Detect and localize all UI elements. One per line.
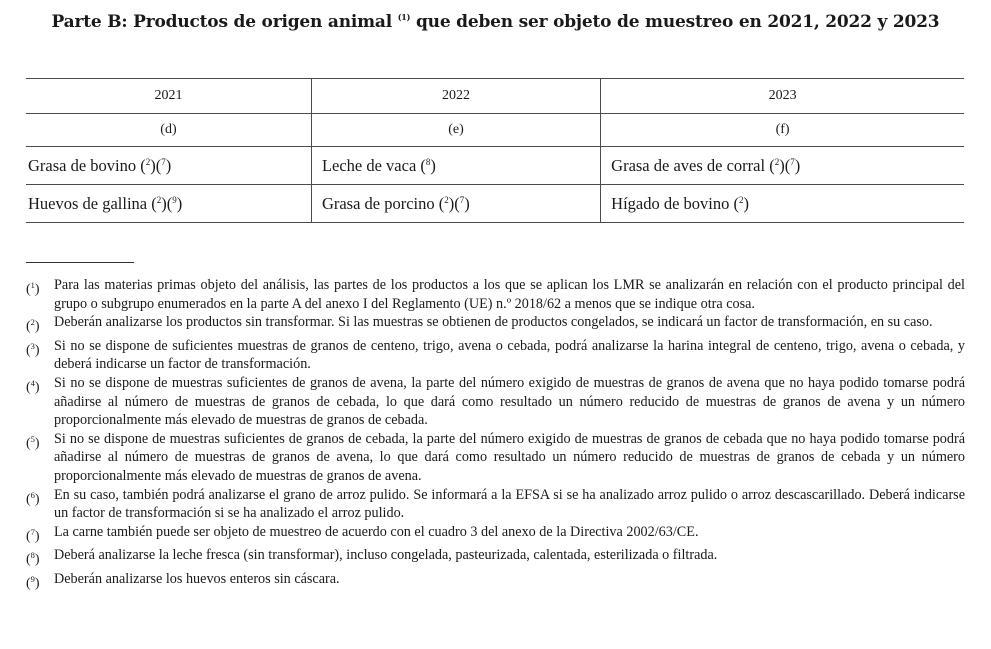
letter-cell-f: (f): [601, 114, 964, 147]
footnote-number: ($^1$): [26, 280, 40, 297]
title-footnote-ref: (1): [397, 12, 411, 22]
year-cell-2022: 2022: [311, 79, 600, 114]
footnote-number-value: 5: [30, 433, 35, 444]
footnote-ref: 2: [145, 156, 151, 167]
footnote-number-value: 6: [30, 489, 35, 500]
title-main: Parte B: Productos de origen animal: [51, 12, 392, 32]
footnote: [26, 570, 965, 594]
footnote-number: ($^9$): [26, 573, 40, 591]
footnote-number-value: 8: [30, 550, 35, 561]
footnotes: [26, 276, 965, 594]
footnote-number-value: 3: [30, 340, 35, 351]
footnote-number-value: 4: [30, 377, 35, 388]
footnote-text: Si no se dispone de suficientes muestras de granos de centeno, trigo, avena o cebada, podrá analizarse la harina integral de centeno, trigo, avena o cebada, y deberá indicarse un factor de transformación.: [54, 337, 965, 373]
table-row: [26, 185, 964, 223]
footnote-text: La carne también puede ser objeto de muestreo de acuerdo con el cuadro 3 del anexo de la Directiva 2002/63/CE.: [54, 523, 699, 540]
footnote-divider: [26, 262, 134, 263]
footnote-ref: 2: [156, 194, 162, 205]
footnote-ref: 2: [444, 194, 449, 205]
footnote-number-value: 1: [30, 280, 35, 290]
product-cell: Hígado de bovino ($^2$): [601, 185, 964, 223]
letter-row: [26, 114, 964, 147]
footnote: [26, 313, 965, 337]
footnote: [26, 430, 965, 486]
footnote-number-value: 7: [30, 526, 35, 537]
footnote-text: Para las materias primas objeto del análisis, las partes de los productos a los que se aplican los LMR se analizarán en relación con el producto principal del grupo o subgrupo enumerados en la parte A del anexo I del Reglamento (UE) n.º 2018/62 a menos que se indique otra cosa.: [54, 277, 965, 312]
footnote-text: En su caso, también podrá analizarse el grano de arroz pulido. Se informará a la EFSA si se ha analizado arroz pulido o arroz descascarillado. Deberá indicarse un factor de transformación si se ha analizado el arroz pulido.: [54, 486, 965, 522]
product-name: Hígado de bovino: [611, 193, 730, 213]
product-name: Grasa de porcino: [321, 193, 435, 213]
letter-cell-e: (e): [311, 114, 600, 147]
footnote-ref: 2: [739, 194, 744, 205]
footnote-number-value: 9: [30, 573, 35, 584]
title-rest: que deben ser objeto de muestreo en 2021, 2022 y 2023: [415, 12, 940, 32]
footnote-text: Si no se dispone de muestras suficientes de granos de avena, la parte del número exigido de muestras de granos de avena que no haya podido tomarse podrá añadirse al número de muestras de granos de cebada, lo que dará como resultado un número reducido de muestras de granos de avena y un número proporcionalmente más elevado de muestras de granos de cebada.: [54, 374, 965, 429]
year-cell-2023: 2023: [601, 79, 964, 114]
footnote-text: Deberán analizarse los huevos enteros sin cáscara.: [54, 570, 340, 587]
footnote-ref: 9: [172, 194, 177, 205]
footnote-text: Si no se dispone de muestras suficientes de granos de cebada, la parte del número exigido de muestras de granos de cebada que no haya podido tomarse podrá añadirse al número de muestras de granos de avena, lo que dará como resultado un número reducido de muestras de granos de cebada y un número proporcionalmente más elevado de muestras de granos de avena.: [54, 430, 965, 484]
product-name: Huevos de gallina: [28, 193, 148, 213]
product-cell: Leche de vaca ($^8$): [311, 147, 600, 185]
year-header-row: [26, 79, 964, 114]
page-title: [0, 12, 991, 32]
year-cell-2021: 2021: [26, 79, 311, 114]
footnote-text: Deberán analizarse los productos sin transformar. Si las muestras se obtienen de productos congelados, se indicará un factor de transformación, en su caso.: [54, 314, 933, 331]
product-name: Leche de vaca: [321, 155, 417, 175]
product-cell: Grasa de bovino ($^2$)($^7$): [26, 147, 311, 185]
footnote-text: Deberá analizarse la leche fresca (sin transformar), incluso congelada, pasteurizada, calentada, esterilizada o filtrada.: [54, 547, 718, 564]
product-cell: Huevos de gallina ($^2$)($^9$): [26, 185, 311, 223]
footnote-number: ($^5$): [26, 433, 40, 451]
footnote: [26, 374, 965, 430]
footnote-number: ($^6$): [26, 489, 40, 507]
footnote-number: ($^8$): [26, 550, 40, 568]
footnote-number: ($^4$): [26, 377, 40, 395]
product-name: Grasa de aves de corral: [611, 155, 766, 175]
sampling-table: [26, 78, 964, 223]
footnote-ref: 7: [161, 156, 166, 167]
footnote-number: ($^3$): [26, 340, 40, 358]
footnote-ref: 8: [425, 156, 431, 167]
footnote-ref: 7: [790, 156, 795, 167]
product-name: Grasa de bovino: [28, 155, 137, 175]
letter-cell-d: (d): [26, 114, 311, 147]
footnote-ref: 7: [459, 194, 465, 205]
footnote-number: ($^7$): [26, 526, 40, 544]
footnote: [26, 276, 965, 313]
footnote: [26, 523, 965, 547]
footnote: [26, 546, 965, 570]
footnote: [26, 337, 965, 374]
product-cell: Grasa de porcino ($^2$)($^7$): [311, 185, 600, 223]
footnote-ref: 2: [774, 156, 780, 167]
table-row: [26, 147, 964, 185]
product-cell: Grasa de aves de corral ($^2$)($^7$): [601, 147, 964, 185]
footnote-number: ($^2$): [26, 317, 40, 335]
footnote-number-value: 2: [30, 317, 35, 328]
footnote: [26, 486, 965, 523]
